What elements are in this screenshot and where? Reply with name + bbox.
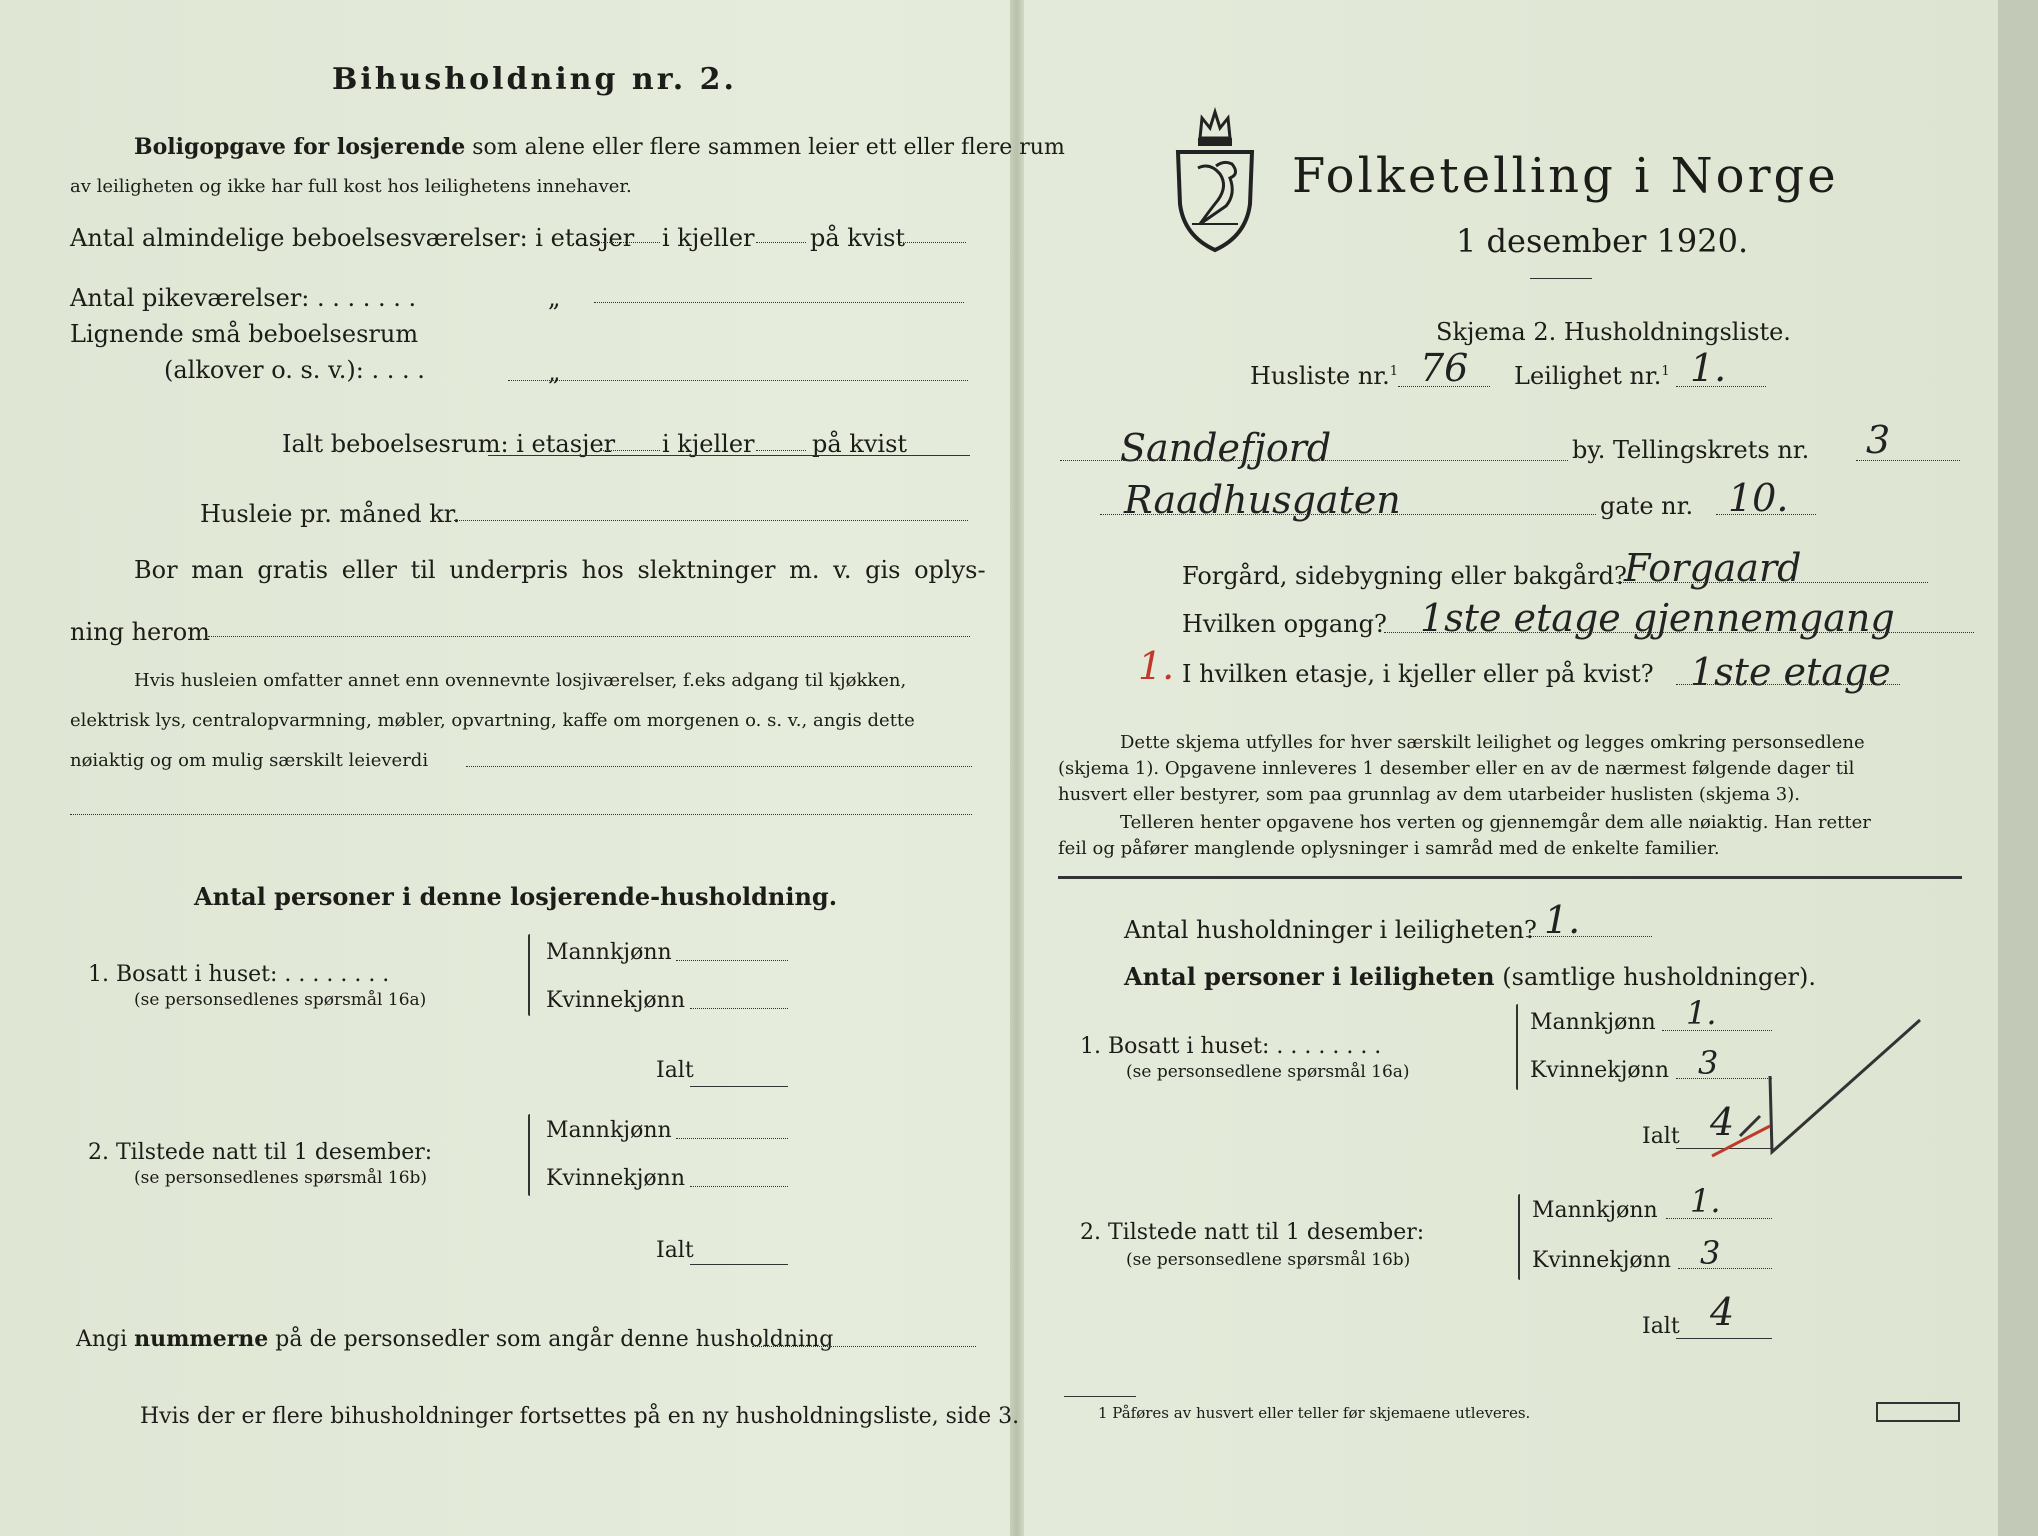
husliste-field[interactable]: [1398, 386, 1490, 387]
ialt-kjeller-label: i kjeller: [662, 430, 755, 458]
schema-label: Skjema 2. Husholdningsliste.: [1436, 318, 1791, 346]
left-q1-sub: (se personsedlenes spørsmål 16a): [134, 990, 427, 1010]
right-q2-mann: Mannkjønn: [1532, 1198, 1658, 1223]
ialt-kvist-label: på kvist: [812, 430, 908, 458]
left-q2-mann-field[interactable]: [676, 1138, 788, 1139]
small-rooms-ditto: „: [548, 358, 561, 386]
hvis-line-3: nøiaktig og om mulig særskilt leieverdi: [70, 750, 429, 771]
gate-nr-field[interactable]: [1716, 514, 1816, 515]
krets-value[interactable]: 3: [1866, 418, 1891, 462]
pike-ditto: „: [548, 284, 561, 312]
ialt-etasjer-field[interactable]: [600, 450, 660, 451]
small-rooms-field[interactable]: [508, 380, 968, 381]
pike-field[interactable]: [594, 302, 964, 303]
right-q2-kvinne-value[interactable]: 3: [1700, 1234, 1721, 1272]
etasje-value[interactable]: 1ste etage: [1690, 650, 1891, 694]
small-rooms-label-1: Lignende små beboelsesrum: [70, 320, 419, 348]
right-q1-mann-value[interactable]: 1.: [1686, 994, 1717, 1032]
ialt-rooms-label: Ialt beboelsesrum: i etasjer: [282, 430, 616, 458]
left-q2-ialt-field[interactable]: [690, 1264, 788, 1265]
krets-field[interactable]: [1856, 460, 1960, 461]
rooms-etasjer-field[interactable]: [594, 242, 660, 243]
etasje-field[interactable]: [1676, 684, 1900, 685]
leilighet-value[interactable]: 1.: [1690, 346, 1727, 390]
personer-heading: Antal personer i leiligheten (samtlige husholdninger).: [1124, 962, 1817, 991]
right-q1-ialt-value[interactable]: 4: [1710, 1100, 1735, 1144]
info-line-1: Dette skjema utfylles for hver særskilt leilighet og legges omkring personsedlene: [1120, 732, 1865, 753]
title-rule: [1530, 278, 1592, 279]
right-q1-kvinne: Kvinnekjønn: [1530, 1058, 1669, 1083]
rooms-kjeller-label: i kjeller: [662, 224, 755, 252]
left-q2-mann: Mannkjønn: [546, 1118, 672, 1143]
right-q1-brace: [1516, 1004, 1518, 1090]
etasje-label: I hvilken etasje, i kjeller eller på kvist?: [1182, 660, 1654, 688]
info-line-2: (skjema 1). Opgavene innleveres 1 desember eller en av de nærmest følgende dager til: [1058, 758, 1855, 779]
gate-label: gate nr.: [1600, 492, 1694, 520]
left-q1-mann: Mannkjønn: [546, 940, 672, 965]
forgard-field[interactable]: [1616, 582, 1928, 583]
hvis-line-1: Hvis husleien omfatter annet enn ovennevnte losjiværelser, f.eks adgang til kjøkken,: [134, 670, 907, 691]
etasje-red-mark: 1.: [1138, 644, 1175, 688]
opgang-value[interactable]: 1ste etage gjennemgang: [1420, 596, 1895, 640]
intro-line-1: Boligopgave for losjerende som alene eller flere sammen leier ett eller flere rum: [134, 134, 1065, 160]
leilighet-field[interactable]: [1676, 386, 1766, 387]
by-field[interactable]: [1060, 460, 1568, 461]
angi-field[interactable]: [752, 1346, 976, 1347]
right-q1-kvinne-value[interactable]: 3: [1698, 1044, 1719, 1082]
gratis-line-2: ning herom: [70, 618, 210, 646]
right-q2-ialt-value[interactable]: 4: [1710, 1290, 1735, 1334]
section-rule: [1058, 876, 1962, 879]
info-line-3: husvert eller bestyrer, som paa grunnlag av dem utarbeider huslisten (skjema 3).: [1058, 784, 1800, 805]
gratis-field[interactable]: [208, 636, 970, 637]
small-rooms-label-2: (alkover o. s. v.): . . . .: [164, 356, 425, 384]
right-q2-mann-field[interactable]: [1666, 1218, 1772, 1219]
left-q1-kvinne-field[interactable]: [690, 1008, 788, 1009]
rooms-kvist-label: på kvist: [810, 224, 906, 252]
info-line-4: Telleren henter opgavene hos verten og gjennemgår dem alle nøiaktig. Han retter: [1120, 812, 1871, 833]
right-date: 1 desember 1920.: [1456, 222, 1749, 260]
right-q2-kvinne: Kvinnekjønn: [1532, 1248, 1671, 1273]
info-line-5: feil og påfører manglende oplysninger i samråd med de enkelte familier.: [1058, 838, 1720, 859]
coat-of-arms-icon: [1170, 104, 1260, 254]
right-q2-ialt-field[interactable]: [1676, 1338, 1772, 1339]
printer-stamp: [1876, 1402, 1960, 1422]
left-title: Bihusholdning nr. 2.: [332, 62, 737, 97]
right-title: Folketelling i Norge: [1292, 148, 1839, 204]
gate-nr-value[interactable]: 10.: [1728, 476, 1789, 520]
hvis-field-2[interactable]: [70, 814, 972, 815]
ialt-kjeller-field[interactable]: [756, 450, 806, 451]
right-q2-label: 2. Tilstede natt til 1 desember:: [1080, 1220, 1425, 1245]
left-q2-label: 2. Tilstede natt til 1 desember:: [88, 1140, 433, 1165]
right-q1-sub: (se personsedlene spørsmål 16a): [1126, 1062, 1410, 1082]
leilighet-label: Leilighet nr.$^1$: [1514, 362, 1670, 390]
left-q1-kvinne: Kvinnekjønn: [546, 988, 685, 1013]
right-q1-label: 1. Bosatt i huset: . . . . . . . .: [1080, 1034, 1382, 1059]
by-value[interactable]: Sandefjord: [1120, 426, 1332, 470]
forgard-value[interactable]: Forgaard: [1624, 546, 1802, 590]
opgang-field[interactable]: [1384, 632, 1974, 633]
left-q1-label: 1. Bosatt i huset: . . . . . . . .: [88, 962, 390, 987]
angi-line: Angi nummerne på de personsedler som angår denne husholdning: [76, 1326, 834, 1352]
opgang-label: Hvilken opgang?: [1182, 610, 1387, 638]
left-q2-sub: (se personsedlenes spørsmål 16b): [134, 1168, 428, 1188]
right-q1-mann: Mannkjønn: [1530, 1010, 1656, 1035]
right-q2-brace: [1518, 1194, 1520, 1280]
gate-value[interactable]: Raadhusgaten: [1124, 478, 1401, 522]
right-q1-ialt: Ialt: [1642, 1124, 1680, 1149]
hush-field[interactable]: [1526, 936, 1652, 937]
hvis-field[interactable]: [466, 766, 972, 767]
husliste-value[interactable]: 76: [1420, 346, 1469, 390]
hvis-line-2: elektrisk lys, centralopvarmning, møbler, opvartning, kaffe om morgenen o. s. v., angis dette: [70, 710, 915, 731]
left-q1-ialt-field[interactable]: [690, 1086, 788, 1087]
rooms-kjeller-field[interactable]: [756, 242, 806, 243]
husleie-field[interactable]: [454, 520, 968, 521]
right-q2-kvinne-field[interactable]: [1678, 1268, 1772, 1269]
right-q2-sub: (se personsedlene spørsmål 16b): [1126, 1250, 1411, 1270]
page-fold: [1010, 0, 1024, 1536]
page-edge: [1998, 0, 2038, 1536]
check-mark-icon: [1700, 1016, 1940, 1166]
antal-heading: Antal personer i denne losjerende-husholdning.: [194, 882, 838, 911]
intro-line-2: av leiligheten og ikke har full kost hos leilighetens innehaver.: [70, 176, 632, 197]
left-footer: Hvis der er flere bihusholdninger fortsettes på en ny husholdningsliste, side 3.: [140, 1404, 1020, 1429]
hush-value[interactable]: 1.: [1544, 898, 1581, 942]
husleie-label: Husleie pr. måned kr.: [200, 500, 461, 528]
husliste-label: Husliste nr.$^1$: [1250, 362, 1399, 390]
rooms-label: Antal almindelige beboelsesværelser: i etasjer: [70, 224, 635, 252]
forgard-label: Forgård, sidebygning eller bakgård?: [1182, 562, 1627, 590]
left-q1-brace: [528, 934, 530, 1016]
by-label: by. Tellingskrets nr.: [1572, 436, 1810, 464]
pike-label: Antal pikeværelser: . . . . . . .: [70, 284, 417, 312]
left-q2-brace: [528, 1114, 530, 1196]
hush-label: Antal husholdninger i leiligheten?: [1124, 916, 1537, 944]
left-q2-kvinne-field[interactable]: [690, 1186, 788, 1187]
rooms-kvist-field[interactable]: [900, 242, 966, 243]
footnote: 1 Påføres av husvert eller teller før skjemaene utleveres.: [1098, 1404, 1531, 1422]
right-q2-mann-value[interactable]: 1.: [1690, 1182, 1721, 1220]
footnote-rule: [1064, 1396, 1136, 1397]
gate-field[interactable]: [1100, 514, 1596, 515]
left-q1-ialt: Ialt: [656, 1058, 694, 1083]
gratis-line-1: Bor man gratis eller til underpris hos slektninger m. v. gis oplys-: [134, 556, 986, 584]
ialt-rooms-underline: [488, 455, 970, 456]
left-q2-ialt: Ialt: [656, 1238, 694, 1263]
left-q1-mann-field[interactable]: [676, 960, 788, 961]
left-q2-kvinne: Kvinnekjønn: [546, 1166, 685, 1191]
right-q2-ialt: Ialt: [1642, 1314, 1680, 1339]
